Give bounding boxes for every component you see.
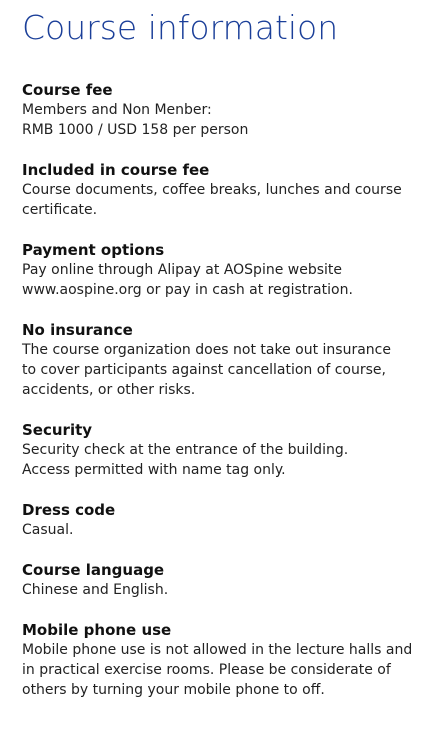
section-heading: Mobile phone use bbox=[22, 621, 172, 639]
section-text-line: others by turning your mobile phone to off. bbox=[22, 682, 325, 698]
page-title: Course information bbox=[22, 8, 339, 47]
section-heading: Security bbox=[22, 421, 93, 439]
section-mobile-phone-use bbox=[22, 620, 445, 700]
section-text-line: Mobile phone use is not allowed in the lecture halls and bbox=[22, 642, 413, 658]
section-text-line: Course documents, coffee breaks, lunches and course bbox=[22, 182, 402, 198]
info-sections bbox=[22, 80, 445, 700]
section-text-line: Members and Non Menber: bbox=[22, 102, 212, 118]
section-heading: No insurance bbox=[22, 321, 133, 339]
section-security bbox=[22, 420, 445, 480]
section-text-line: accidents, or other risks. bbox=[22, 382, 196, 398]
section-dress-code bbox=[22, 500, 445, 540]
section-text-line: Access permitted with name tag only. bbox=[22, 462, 286, 478]
section-course-language bbox=[22, 560, 445, 600]
section-heading: Dress code bbox=[22, 501, 116, 519]
section-text-line: Security check at the entrance of the building. bbox=[22, 442, 349, 458]
section-heading: Included in course fee bbox=[22, 161, 210, 179]
section-text-line: www.aospine.org or pay in cash at registration. bbox=[22, 282, 353, 298]
section-heading: Course fee bbox=[22, 81, 113, 99]
section-heading: Payment options bbox=[22, 241, 165, 259]
section-text-line: RMB 1000 / USD 158 per person bbox=[22, 122, 249, 138]
section-included-in-course-fee bbox=[22, 160, 445, 220]
section-text-line: The course organization does not take out insurance bbox=[22, 342, 391, 358]
section-text-line: to cover participants against cancellation of course, bbox=[22, 362, 386, 378]
section-payment-options bbox=[22, 240, 445, 300]
section-text-line: certificate. bbox=[22, 202, 98, 218]
section-text-line: Casual. bbox=[22, 522, 74, 538]
section-text-line: Chinese and English. bbox=[22, 582, 169, 598]
section-no-insurance bbox=[22, 320, 445, 400]
section-heading: Course language bbox=[22, 561, 165, 579]
section-course-fee bbox=[22, 80, 445, 140]
section-text-line: Pay online through Alipay at AOSpine website bbox=[22, 262, 343, 278]
section-text-line: in practical exercise rooms. Please be considerate of bbox=[22, 662, 391, 678]
